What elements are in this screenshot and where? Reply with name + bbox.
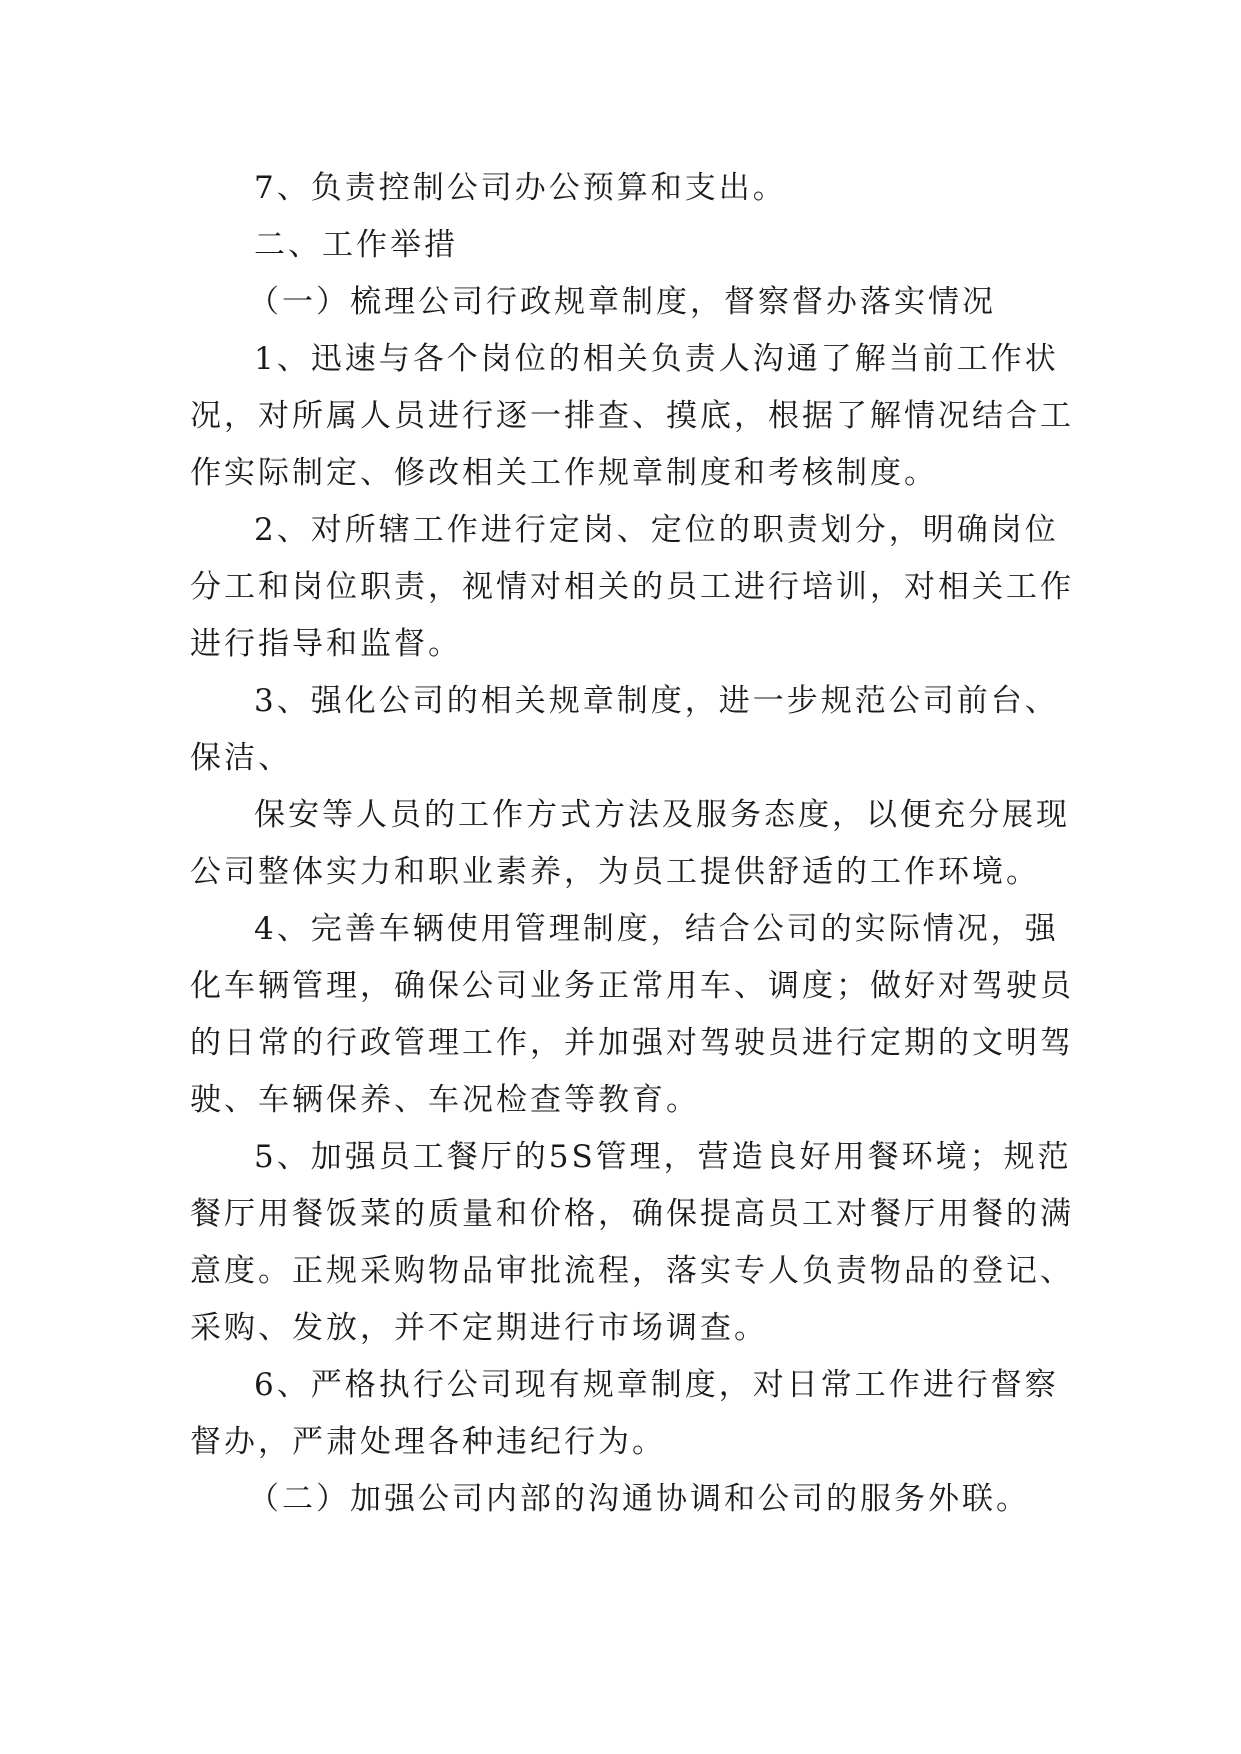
- paragraph-line: 保安等人员的工作方式方法及服务态度，以便充分展现: [254, 797, 1070, 833]
- subsection-heading: （二）加强公司内部的沟通协调和公司的服务外联。: [248, 1481, 1030, 1517]
- paragraph-line: 采购、发放，并不定期进行市场调查。: [190, 1310, 768, 1346]
- paragraph-line: 6、严格执行公司现有规章制度，对日常工作进行督察: [254, 1367, 1059, 1403]
- paragraph-line: 驶、车辆保养、车况检查等教育。: [190, 1082, 700, 1118]
- paragraph-line: 5、加强员工餐厅的5S管理，营造良好用餐环境；规范: [254, 1139, 1072, 1175]
- paragraph-line: 分工和岗位职责，视情对相关的员工进行培训，对相关工作: [190, 569, 1074, 605]
- paragraph-line: 3、强化公司的相关规章制度，进一步规范公司前台、: [254, 683, 1059, 719]
- paragraph-line: 意度。正规采购物品审批流程，落实专人负责物品的登记、: [190, 1253, 1074, 1289]
- paragraph-line: 餐厅用餐饭菜的质量和价格，确保提高员工对餐厅用餐的满: [190, 1196, 1074, 1232]
- subsection-heading: （一）梳理公司行政规章制度，督察督办落实情况: [248, 284, 996, 320]
- paragraph-line: 化车辆管理，确保公司业务正常用车、调度；做好对驾驶员: [190, 968, 1074, 1004]
- paragraph-line: 4、完善车辆使用管理制度，结合公司的实际情况，强: [254, 911, 1059, 947]
- paragraph-line: 保洁、: [190, 740, 292, 776]
- paragraph-line: 公司整体实力和职业素养，为员工提供舒适的工作环境。: [190, 854, 1040, 890]
- paragraph-line: 7、负责控制公司办公预算和支出。: [254, 170, 787, 206]
- paragraph-line: 进行指导和监督。: [190, 626, 462, 662]
- paragraph-line: 1、迅速与各个岗位的相关负责人沟通了解当前工作状: [254, 341, 1059, 377]
- section-heading: 二、工作举措: [254, 227, 458, 263]
- document-body: [190, 160, 1074, 1528]
- paragraph-line: 2、对所辖工作进行定岗、定位的职责划分，明确岗位: [254, 512, 1059, 548]
- paragraph-line: 作实际制定、修改相关工作规章制度和考核制度。: [190, 455, 938, 491]
- paragraph-line: 的日常的行政管理工作，并加强对驾驶员进行定期的文明驾: [190, 1025, 1074, 1061]
- paragraph-line: 督办，严肃处理各种违纪行为。: [190, 1424, 666, 1460]
- paragraph-line: 况，对所属人员进行逐一排查、摸底，根据了解情况结合工: [190, 398, 1074, 434]
